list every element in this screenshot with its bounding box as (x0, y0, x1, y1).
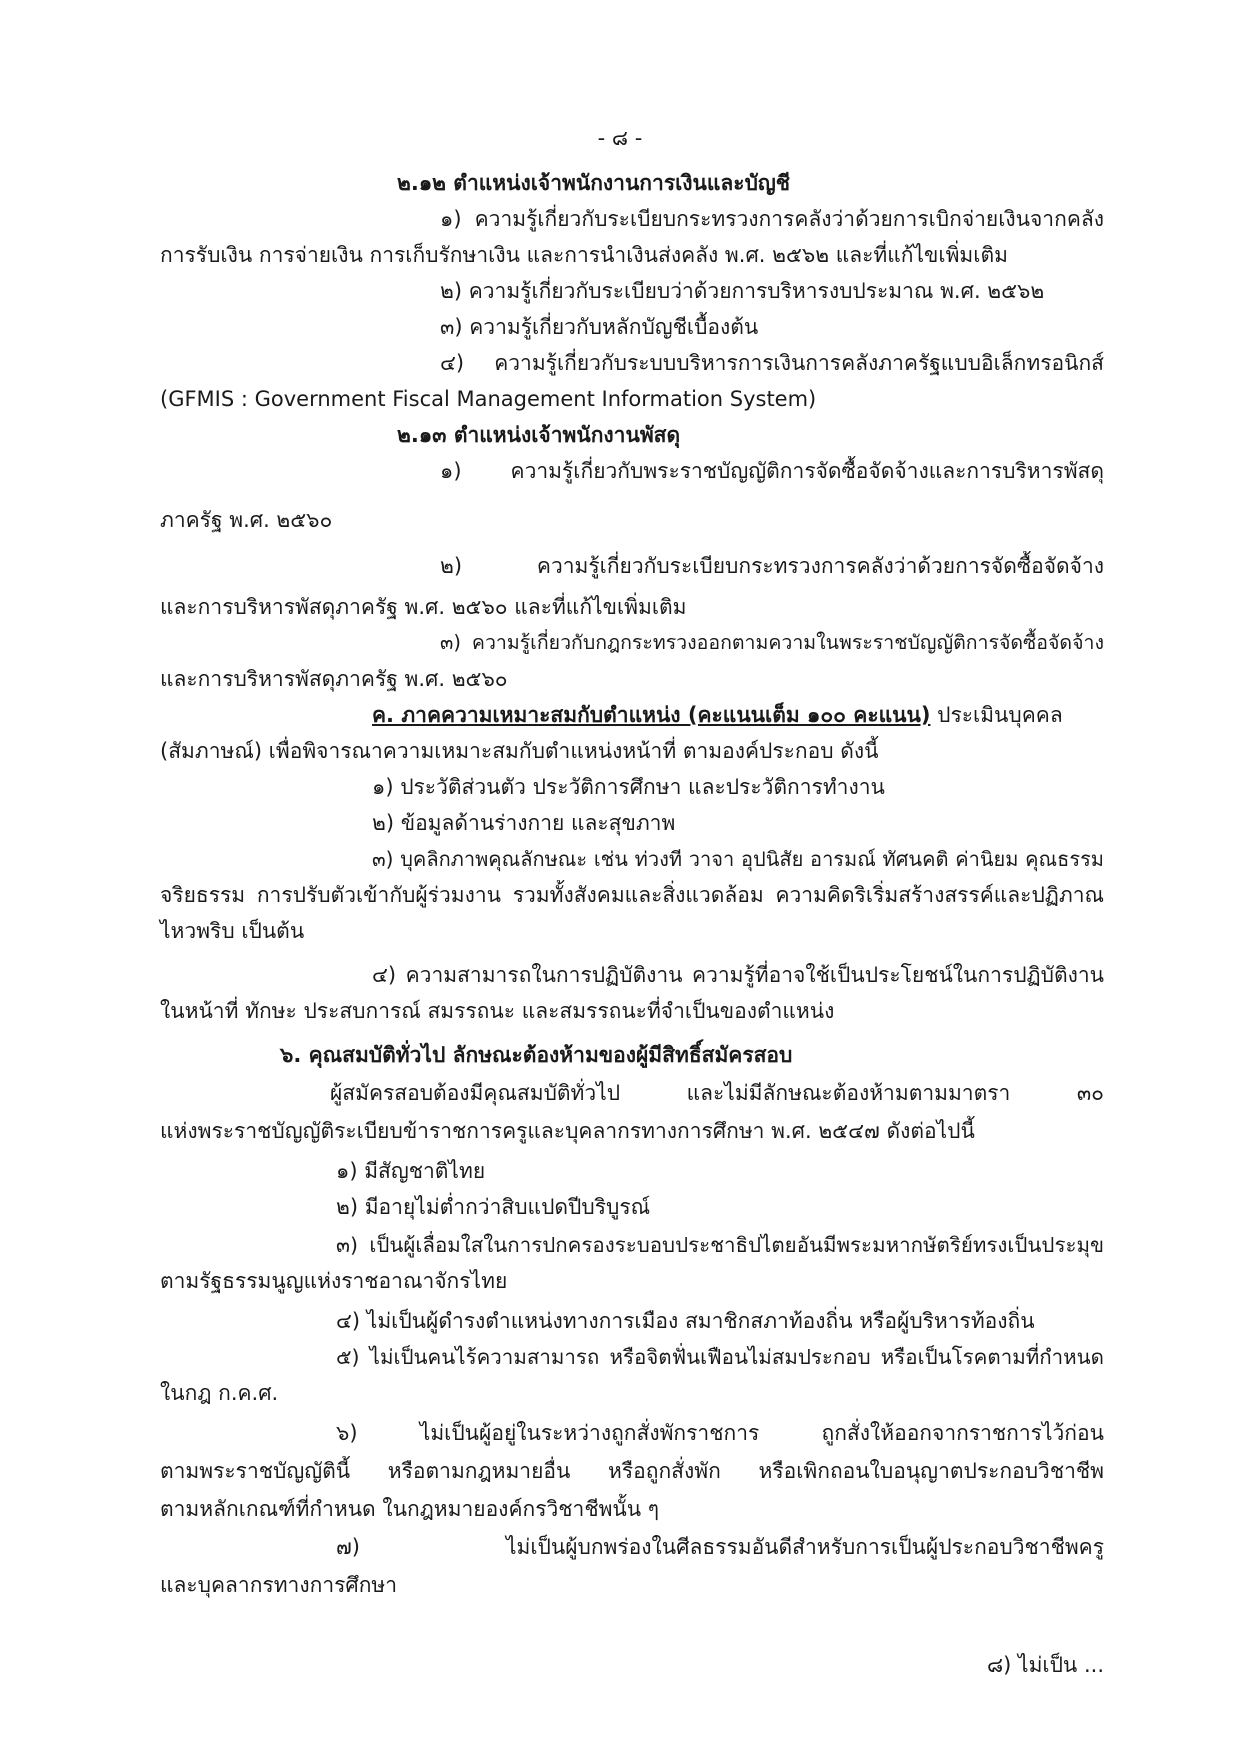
section-c-heading-rest: ประเมินบุคคล (930, 703, 1063, 727)
continuation-note: ๘) ไม่เป็น ... (986, 1653, 1104, 1677)
section-2-12-item2: ๒) ความรู้เกี่ยวกับระเบียบว่าด้วยการบริหารงบประมาณ พ.ศ. ๒๕๖๒ (440, 279, 1045, 303)
section-2-13-item1-line1: ๑) ความรู้เกี่ยวกับพระราชบัญญัติการจัดซื้อจัดจ้างและการบริหารพัสดุ (440, 459, 1104, 483)
section-2-13-item3-line2: และการบริหารพัสดุภาครัฐ พ.ศ. ๒๕๖๐ (160, 667, 508, 691)
section-6-intro-line2: แห่งพระราชบัญญัติระเบียบข้าราชการครูและบุคลากรทางการศึกษา พ.ศ. ๒๕๔๗ ดังต่อไปนี้ (160, 1119, 975, 1143)
section-6-item6-line1: ๖) ไม่เป็นผู้อยู่ในระหว่างถูกสั่งพักราชการ ถูกสั่งให้ออกจากราชการไว้ก่อน (336, 1421, 1104, 1445)
section-6-item5-line1: ๕) ไม่เป็นคนไร้ความสามารถ หรือจิตฟั่นเฟือนไม่สมประกอบ หรือเป็นโรคตามที่กำหนด (336, 1345, 1104, 1369)
section-6-item7-line1: ๗) ไม่เป็นผู้บกพร่องในศีลธรรมอันดีสำหรับการเป็นผู้ประกอบวิชาชีพครู (336, 1535, 1104, 1559)
section-c-item4-line1: ๔) ความสามารถในการปฏิบัติงาน ความรู้ที่อาจใช้เป็นประโยชน์ในการปฏิบัติงาน (372, 963, 1104, 987)
section-2-12-item1-line2: การรับเงิน การจ่ายเงิน การเก็บรักษาเงิน และการนำเงินส่งคลัง พ.ศ. ๒๕๖๒ และที่แก้ไขเพิ่มเติม (160, 243, 1008, 267)
section-c-item3-line2: จริยธรรม การปรับตัวเข้ากับผู้ร่วมงาน รวมทั้งสังคมและสิ่งแวดล้อม ความคิดริเริ่มสร้างสรรค์และปฏิภาณ (160, 883, 1104, 907)
section-c-line2: (สัมภาษณ์) เพื่อพิจารณาความเหมาะสมกับตำแหน่งหน้าที่ ตามองค์ประกอบ ดังนี้ (160, 739, 879, 763)
section-6-item7-line2: และบุคลากรทางการศึกษา (160, 1573, 398, 1597)
section-6-item4: ๔) ไม่เป็นผู้ดำรงตำแหน่งทางการเมือง สมาชิกสภาท้องถิ่น หรือผู้บริหารท้องถิ่น (336, 1309, 1035, 1333)
section-c-item1: ๑) ประวัติส่วนตัว ประวัติการศึกษา และประวัติการทำงาน (372, 775, 885, 799)
section-2-12-heading: ๒.๑๒ ตำแหน่งเจ้าพนักงานการเงินและบัญชี (397, 171, 791, 195)
section-c-item2: ๒) ข้อมูลด้านร่างกาย และสุขภาพ (372, 811, 676, 835)
section-2-13-heading: ๒.๑๓ ตำแหน่งเจ้าพนักงานพัสดุ (397, 423, 681, 447)
section-6-item3-line1: ๓) เป็นผู้เลื่อมใสในการปกครองระบอบประชาธิปไตยอันมีพระมหากษัตริย์ทรงเป็นประมุข (336, 1233, 1104, 1257)
section-c-heading-line (372, 700, 1063, 730)
section-6-item5-line2: ในกฎ ก.ค.ศ. (160, 1381, 279, 1405)
section-c-heading: ค. ภาคความเหมาะสมกับตำแหน่ง (คะแนนเต็ม ๑๐๐ คะแนน) (372, 703, 931, 727)
section-2-13-item2-line2: และการบริหารพัสดุภาครัฐ พ.ศ. ๒๕๖๐ และที่แก้ไขเพิ่มเติม (160, 595, 687, 619)
section-2-12-item4-line2: (GFMIS : Government Fiscal Management Information System) (160, 387, 817, 411)
section-6-item1: ๑) มีสัญชาติไทย (336, 1159, 486, 1183)
section-2-12-item1-line1: ๑) ความรู้เกี่ยวกับระเบียบกระทรวงการคลังว่าด้วยการเบิกจ่ายเงินจากคลัง (440, 207, 1104, 231)
section-2-13-item3-line1: ๓) ความรู้เกี่ยวกับกฎกระทรวงออกตามความในพระราชบัญญัติการจัดซื้อจัดจ้าง (440, 631, 1104, 654)
section-2-12-item3: ๓) ความรู้เกี่ยวกับหลักบัญชีเบื้องต้น (440, 315, 759, 339)
section-2-12-item4-line1: ๔) ความรู้เกี่ยวกับระบบบริหารการเงินการคลังภาครัฐแบบอิเล็กทรอนิกส์ (440, 351, 1104, 375)
section-6-item6-line3: ตามหลักเกณฑ์ที่กำหนด ในกฎหมายองค์กรวิชาชีพนั้น ๆ (160, 1497, 660, 1521)
section-2-13-item1-line2: ภาครัฐ พ.ศ. ๒๕๖๐ (160, 508, 333, 532)
section-c-item3-line3: ไหวพริบ เป็นต้น (160, 919, 305, 943)
section-2-13-item2-line1: ๒) ความรู้เกี่ยวกับระเบียบกระทรวงการคลังว่าด้วยการจัดซื้อจัดจ้าง (440, 554, 1104, 578)
section-6-item6-line2: ตามพระราชบัญญัตินี้ หรือตามกฎหมายอื่น หรือถูกสั่งพัก หรือเพิกถอนใบอนุญาตประกอบวิชาชีพ (160, 1459, 1104, 1483)
page-number: - ๘ - (597, 126, 643, 150)
section-c-item3-line1: ๓) บุคลิกภาพคุณลักษณะ เช่น ท่วงที วาจา อุปนิสัย อารมณ์ ทัศนคติ ค่านิยม คุณธรรม (372, 847, 1104, 871)
section-6-heading: ๖. คุณสมบัติทั่วไป ลักษณะต้องห้ามของผู้มีสิทธิ์สมัครสอบ (280, 1043, 793, 1067)
section-6-intro-line1: ผู้สมัครสอบต้องมีคุณสมบัติทั่วไป และไม่มีลักษณะต้องห้ามตามมาตรา ๓๐ (330, 1081, 1104, 1105)
section-6-item3-line2: ตามรัฐธรรมนูญแห่งราชอาณาจักรไทย (160, 1269, 508, 1293)
section-6-item2: ๒) มีอายุไม่ต่ำกว่าสิบแปดปีบริบูรณ์ (336, 1195, 651, 1219)
section-c-item4-line2: ในหน้าที่ ทักษะ ประสบการณ์ สมรรถนะ และสมรรถนะที่จำเป็นของตำแหน่ง (160, 999, 835, 1023)
